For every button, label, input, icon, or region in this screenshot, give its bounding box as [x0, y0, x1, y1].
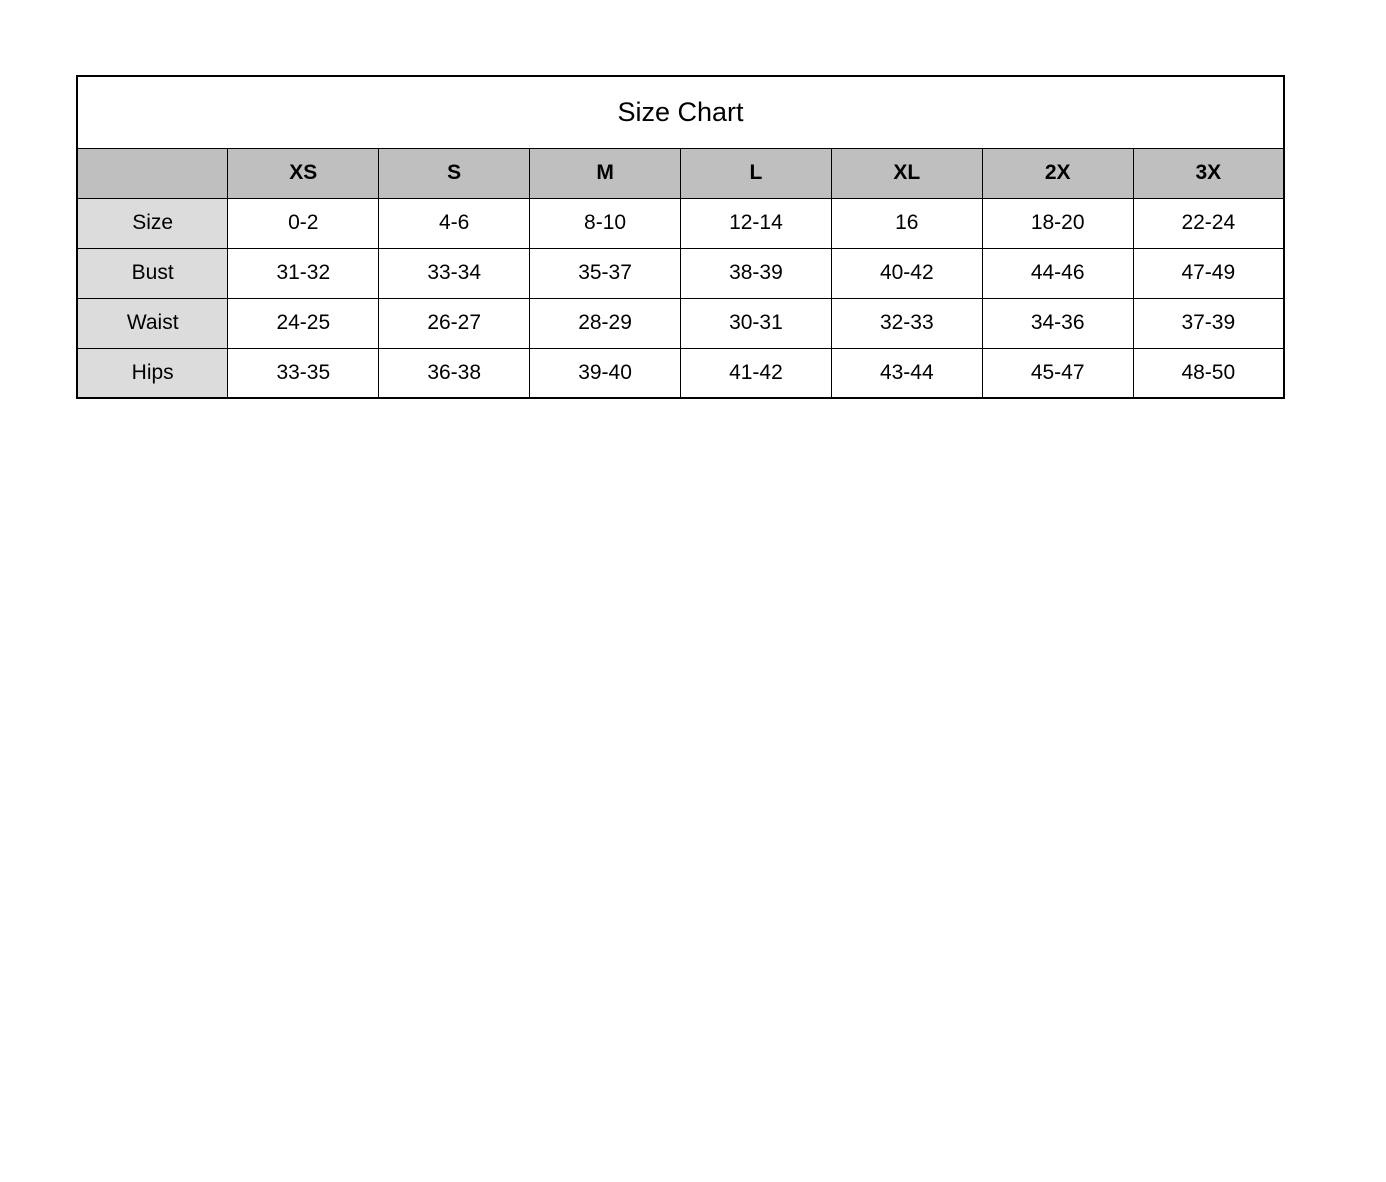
- table-row: [77, 248, 1284, 298]
- cell-bust-xs: 31-32: [228, 248, 379, 298]
- table-row: [77, 298, 1284, 348]
- table-row: [77, 348, 1284, 398]
- cell-waist-xs: 24-25: [228, 298, 379, 348]
- column-header-xl: XL: [831, 148, 982, 198]
- column-header-l: L: [681, 148, 832, 198]
- table-row: [77, 198, 1284, 248]
- cell-waist-s: 26-27: [379, 298, 530, 348]
- cell-bust-l: 38-39: [681, 248, 832, 298]
- row-label-hips: Hips: [77, 348, 228, 398]
- cell-hips-l: 41-42: [681, 348, 832, 398]
- cell-hips-m: 39-40: [530, 348, 681, 398]
- cell-bust-xl: 40-42: [831, 248, 982, 298]
- cell-hips-s: 36-38: [379, 348, 530, 398]
- cell-bust-m: 35-37: [530, 248, 681, 298]
- page-title: Size Chart: [77, 76, 1284, 148]
- cell-waist-2x: 34-36: [982, 298, 1133, 348]
- cell-size-3x: 22-24: [1133, 198, 1284, 248]
- cell-size-xl: 16: [831, 198, 982, 248]
- column-header-s: S: [379, 148, 530, 198]
- cell-waist-l: 30-31: [681, 298, 832, 348]
- cell-waist-xl: 32-33: [831, 298, 982, 348]
- table-header-row: [77, 148, 1284, 198]
- cell-bust-2x: 44-46: [982, 248, 1133, 298]
- column-header-xs: XS: [228, 148, 379, 198]
- cell-waist-3x: 37-39: [1133, 298, 1284, 348]
- cell-bust-s: 33-34: [379, 248, 530, 298]
- cell-size-2x: 18-20: [982, 198, 1133, 248]
- cell-size-s: 4-6: [379, 198, 530, 248]
- cell-size-m: 8-10: [530, 198, 681, 248]
- column-header-2x: 2X: [982, 148, 1133, 198]
- column-header-m: M: [530, 148, 681, 198]
- size-chart-table: [76, 75, 1285, 399]
- header-corner-cell: [77, 148, 228, 198]
- cell-hips-xl: 43-44: [831, 348, 982, 398]
- column-header-3x: 3X: [1133, 148, 1284, 198]
- row-label-waist: Waist: [77, 298, 228, 348]
- cell-hips-2x: 45-47: [982, 348, 1133, 398]
- cell-size-xs: 0-2: [228, 198, 379, 248]
- cell-hips-3x: 48-50: [1133, 348, 1284, 398]
- row-label-bust: Bust: [77, 248, 228, 298]
- row-label-size: Size: [77, 198, 228, 248]
- cell-bust-3x: 47-49: [1133, 248, 1284, 298]
- title-row: [77, 76, 1284, 148]
- size-chart-container: [76, 75, 1285, 399]
- cell-waist-m: 28-29: [530, 298, 681, 348]
- cell-hips-xs: 33-35: [228, 348, 379, 398]
- cell-size-l: 12-14: [681, 198, 832, 248]
